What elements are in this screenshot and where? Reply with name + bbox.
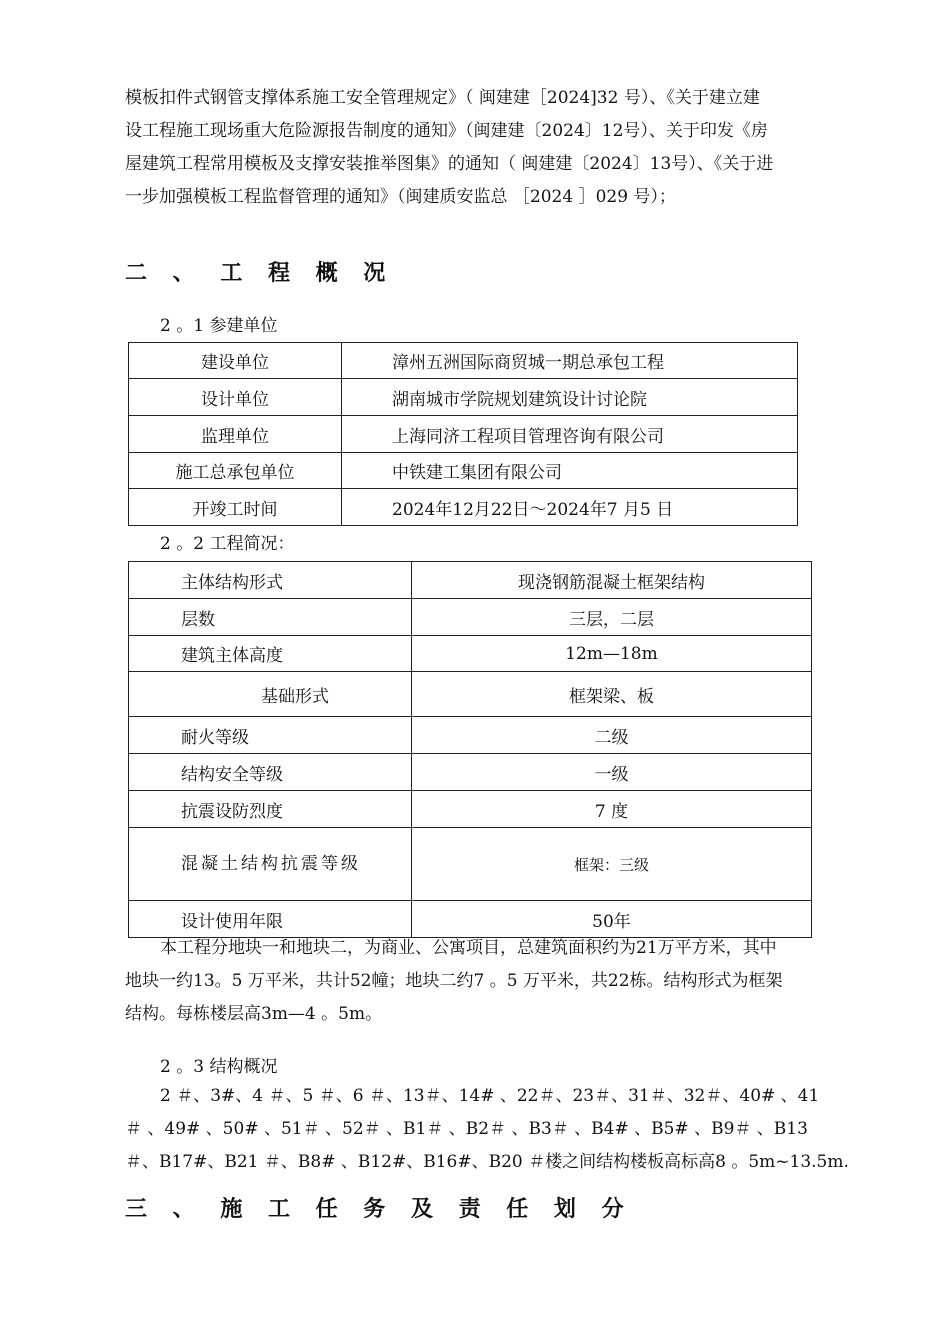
table-row (129, 379, 798, 416)
table-row (129, 489, 798, 526)
intro-line: 一步加强模板工程监督管理的通知》（闽建质安监总 ［2024 ］029 号）； (125, 187, 676, 207)
table-value-cell: 现浇钢筋混凝土框架结构 (412, 562, 812, 599)
table-label-cell: 耐火等级 (129, 717, 412, 754)
section-3-heading: 三 、 施 工 任 务 及 责 任 划 分 (125, 1197, 633, 1222)
table-value-cell: 中铁建工集团有限公司 (342, 453, 798, 489)
table-row (129, 791, 812, 828)
table-row (129, 717, 812, 754)
table-value-cell: 7 度 (412, 791, 812, 828)
table-row (129, 828, 812, 901)
table-label-cell: 开竣工时间 (129, 489, 342, 526)
intro-paragraph (125, 82, 853, 214)
table-label-cell: 基础形式 (129, 672, 412, 717)
table-label-cell: 抗震设防烈度 (129, 791, 412, 828)
paragraph-line: 地块一约13。5 万平米，共计52幢；地块二约7 。5 万平米，共22栋。结构形式为框架 (125, 971, 783, 991)
table-value-cell: 一级 (412, 754, 812, 791)
table-label-cell (129, 828, 412, 901)
table-label-cell: 设计单位 (129, 379, 342, 416)
table-label-cell: 设计使用年限 (129, 901, 412, 938)
subsection-2-3-title: 2 。3 结构概况 (160, 1057, 278, 1077)
table-value-cell: 框架梁、板 (412, 672, 812, 717)
subsection-2-2-title: 2 。2 工程简况： (160, 534, 295, 554)
participating-units-table (128, 342, 798, 526)
table-row (129, 636, 812, 672)
table-label-cell: 建筑主体高度 (129, 636, 412, 672)
table-row (129, 416, 798, 453)
table-label-cell: 施工总承包单位 (129, 453, 342, 489)
intro-line: 模板扣件式钢管支撑体系施工安全管理规定》（ 闽建建［2024]32 号）、《关于建立建 (125, 88, 760, 108)
table-value-cell: 湖南城市学院规划建筑设计讨论院 (342, 379, 798, 416)
table-label-cell: 建设单位 (129, 343, 342, 379)
structure-overview-paragraph (125, 1080, 853, 1179)
table-label-cell: 监理单位 (129, 416, 342, 453)
table-row (129, 343, 798, 379)
table-row (129, 453, 798, 489)
table-value-cell: 漳州五洲国际商贸城一期总承包工程 (342, 343, 798, 379)
subsection-2-1-title: 2 。1 参建单位 (160, 316, 278, 336)
table-label-cell: 层数 (129, 599, 412, 636)
table-label-cell: 结构安全等级 (129, 754, 412, 791)
table-row (129, 599, 812, 636)
table-value-cell: 12m—18m (412, 636, 812, 672)
paragraph-line: 结构。每栋楼层高3m—4 。5m。 (125, 1004, 383, 1024)
intro-line: 设工程施工现场重大危险源报告制度的通知》（闽建建〔2024〕12号）、关于印发《房 (125, 121, 768, 141)
table-value-cell: 50年 (412, 901, 812, 938)
section-2-heading: 二 、 工 程 概 况 (125, 261, 395, 286)
table-row (129, 562, 812, 599)
intro-line: 屋建筑工程常用模板及支撑安装推举图集》的通知（ 闽建建〔2024〕13号）、《关于进 (125, 154, 774, 174)
table-value-cell: 二级 (412, 717, 812, 754)
paragraph-line: 2 ＃、3#、4 ＃、5 ＃、6 ＃、13＃、14# 、22＃、23＃、31＃、32＃、40# 、41 (160, 1086, 820, 1106)
project-overview-table (128, 561, 812, 938)
project-description-paragraph (125, 932, 853, 1031)
table-value-cell: 三层，二层 (412, 599, 812, 636)
paragraph-line: ＃、B17#、B21 ＃、B8# 、B12#、B16#、B20 ＃楼之间结构楼板高标高8 。5m~13.5m. (125, 1152, 849, 1172)
table-value-cell: 2024年12月22日～2024年7 月5 日 (342, 489, 798, 526)
table-row (129, 754, 812, 791)
table-value-cell: 框架：三级 (412, 828, 812, 901)
table-label-text: 混凝土结构抗震等级 (181, 854, 361, 874)
paragraph-line: ＃ 、49# 、50# 、51＃ 、52＃ 、B1＃ 、B2＃ 、B3＃ 、B4# 、B5# 、B9＃ 、B13 (125, 1119, 808, 1139)
table-label-cell: 主体结构形式 (129, 562, 412, 599)
table-value-cell: 上海同济工程项目管理咨询有限公司 (342, 416, 798, 453)
table-row (129, 672, 812, 717)
paragraph-line: 本工程分地块一和地块二，为商业、公寓项目，总建筑面积约为21万平方米，其中 (160, 938, 777, 958)
